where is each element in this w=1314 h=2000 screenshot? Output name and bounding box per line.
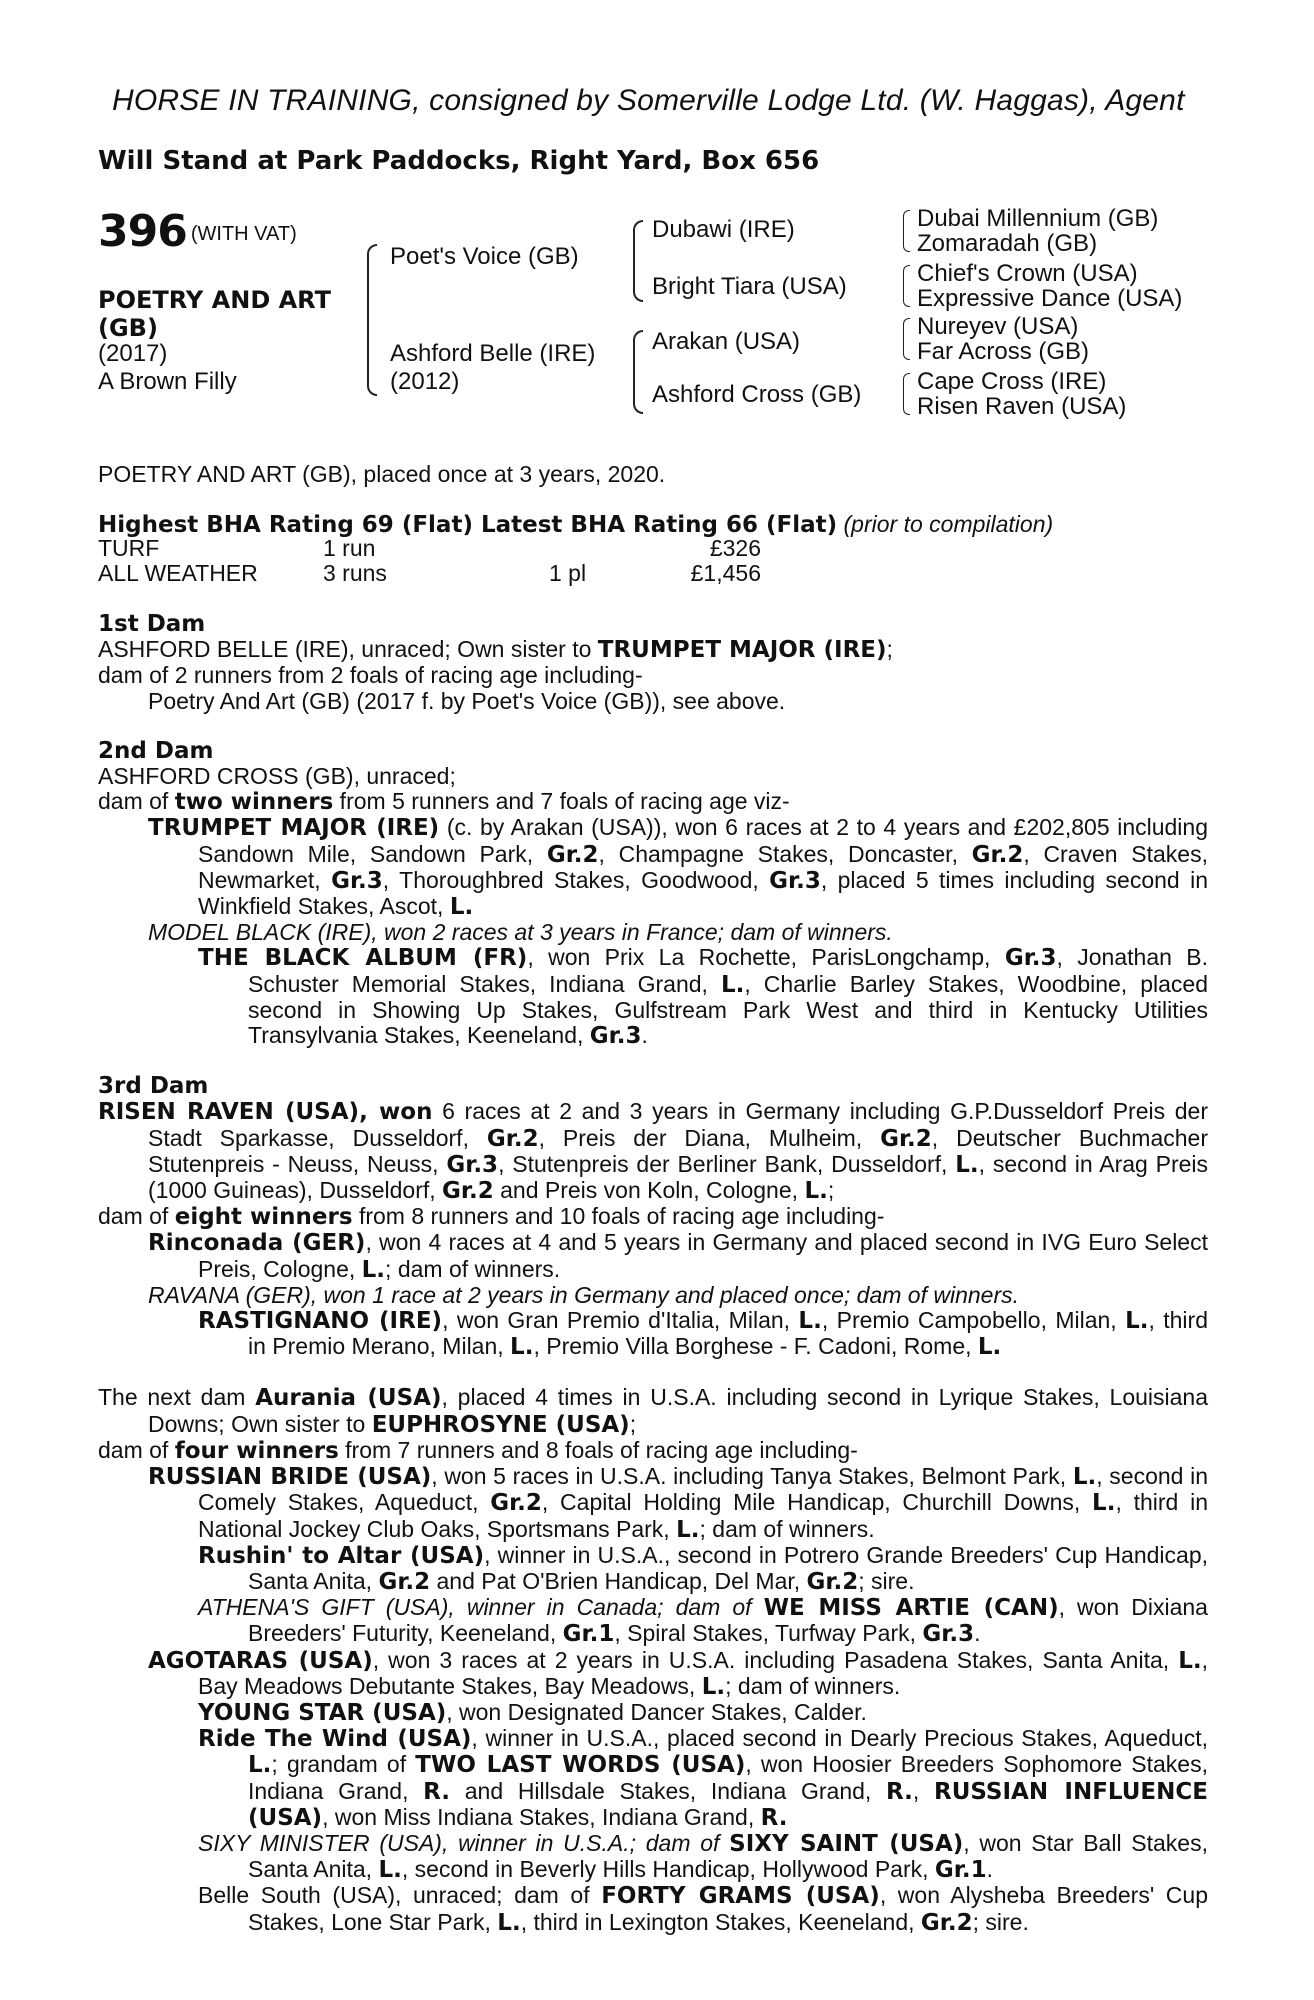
rating-note: (prior to compilation) — [843, 511, 1054, 537]
dam-dam: Ashford Cross (GB) — [652, 381, 862, 408]
record-placed-aw: 1 pl — [549, 560, 587, 586]
horse-year: (2017) — [98, 340, 168, 367]
dam-year: (2012) — [390, 368, 460, 395]
sire: Poet's Voice (GB) — [390, 243, 579, 270]
record-surface-aw: ALL WEATHER — [98, 560, 258, 586]
ride-the-wind-entry: Ride The Wind (USA), winner in U.S.A., placed second in Dearly Precious Stakes, Aqueduct, L.; grandam of TWO LAST WORDS (USA), won Hoosier Breeders Sophomore Stakes, Indiana Grand, R. and Hillsdale Stakes, Indiana Grand, R., RUSSIAN INFLUENCE (USA), won Miss Indiana Stakes, Indiana Grand, R. — [198, 1725, 1209, 1831]
record-earnings-aw: £1,456 — [690, 560, 761, 586]
third-dam-line2: dam of eight winners from 8 runners and 10 foals of racing age including- — [98, 1203, 885, 1231]
rastignano-entry: RASTIGNANO (IRE), won Gran Premio d'Italia, Milan, L., Premio Campobello, Milan, L., third in Premio Merano, Milan, L., Premio Villa Borghese - F. Cadoni, Rome, L. — [198, 1307, 1208, 1361]
first-dam-line1: ASHFORD BELLE (IRE), unraced; Own sister to TRUMPET MAJOR (IRE); — [98, 636, 893, 664]
family-text — [98, 612, 1208, 1936]
pedigree-brace-sire-parents — [633, 220, 643, 302]
first-dam-heading: 1st Dam — [98, 611, 206, 637]
next-dam-entry: The next dam Aurania (USA), placed 4 times in U.S.A. including second in Lyrique Stakes, Louisiana Downs; Own sister to EUPHROSYNE (USA); — [98, 1384, 1209, 1438]
sire-dam: Bright Tiara (USA) — [652, 273, 847, 300]
first-dam-produce: Poetry And Art (GB) (2017 f. by Poet's Voice (GB)), see above. — [148, 687, 786, 714]
stand-location: Will Stand at Park Paddocks, Right Yard, Box 656 — [98, 146, 820, 176]
horse-name-line1: POETRY AND ART — [98, 286, 331, 314]
young-star-entry: YOUNG STAR (USA), won Designated Dancer Stakes, Calder. — [198, 1698, 867, 1726]
next-dam-line2: dam of four winners from 7 runners and 8 foals of racing age including- — [98, 1436, 858, 1464]
model-black-entry: MODEL BLACK (IRE), won 2 races at 3 years in France; dam of winners. — [148, 919, 893, 946]
pedigree-gen3-5: Nureyev (USA) — [917, 313, 1079, 340]
pedigree-brace-g2 — [903, 265, 910, 307]
vat-label: (WITH VAT) — [190, 223, 297, 245]
dam-sire: Arakan (USA) — [652, 328, 801, 355]
pedigree-gen3-4: Expressive Dance (USA) — [917, 285, 1183, 312]
sixy-minister-entry: SIXY MINISTER (USA), winner in U.S.A.; dam of SIXY SAINT (USA), won Star Ball Stakes, Santa Anita, L., second in Beverly Hills Handicap, Hollywood Park, Gr.1. — [198, 1829, 1208, 1884]
sire-sire: Dubawi (IRE) — [652, 216, 795, 243]
bha-rating — [98, 511, 1053, 538]
second-dam-heading: 2nd Dam — [98, 737, 214, 764]
athenas-gift-entry: ATHENA'S GIFT (USA), winner in Canada; dam of WE MISS ARTIE (CAN), won Dixiana Breeders' Futurity, Keeneland, Gr.1, Spiral Stakes, Turfway Park, Gr.3. — [198, 1594, 1208, 1648]
first-dam-line2: dam of 2 runners from 2 foals of racing age including- — [98, 662, 643, 689]
record-runs-turf: 1 run — [323, 535, 376, 561]
race-summary: POETRY AND ART (GB), placed once at 3 years, 2020. — [98, 461, 666, 487]
rinconada-entry: Rinconada (GER), won 4 races at 4 and 5 years in Germany and placed second in IVG Euro Select Preis, Cologne, L.; dam of winners. — [148, 1229, 1208, 1283]
horse-description: A Brown Filly — [98, 368, 237, 395]
pedigree-gen3-7: Cape Cross (IRE) — [917, 368, 1107, 395]
pedigree-brace-sire-dam — [367, 244, 377, 396]
trumpet-major-entry: TRUMPET MAJOR (IRE) (c. by Arakan (USA)), won 6 races at 2 to 4 years and £202,805 including Sandown Mile, Sandown Park, Gr.2, Champagne Stakes, Doncaster, Gr.2, Craven Stakes, Newmarket, Gr.3, Thoroughbred Stakes, Goodwood, Gr.3, placed 5 times including second in Winkfield Stakes, Ascot, L. — [148, 814, 1209, 921]
pedigree-gen3-6: Far Across (GB) — [917, 338, 1090, 365]
pedigree-gen3-2: Zomaradah (GB) — [917, 230, 1098, 257]
pedigree-brace-dam-parents — [633, 330, 643, 414]
second-dam-line1: ASHFORD CROSS (GB), unraced; — [98, 763, 456, 790]
record-runs-aw: 3 runs — [323, 560, 387, 586]
pedigree-gen3-8: Risen Raven (USA) — [917, 393, 1127, 420]
horse-name — [98, 286, 331, 342]
record-earnings-turf: £326 — [709, 535, 761, 561]
agotaras-entry: AGOTARAS (USA), won 3 races at 2 years in U.S.A. including Pasadena Stakes, Santa Anita, L., Bay Meadows Debutante Stakes, Bay Meadows, L.; dam of winners. — [148, 1646, 1208, 1700]
horse-name-line2: (GB) — [98, 314, 158, 342]
rating-text: Highest BHA Rating 69 (Flat) Latest BHA Rating 66 (Flat) — [98, 512, 838, 538]
consignment-heading: HORSE IN TRAINING, consigned by Somerville Lodge Ltd. (W. Haggas), Agent — [112, 84, 1185, 117]
pedigree-brace-g1 — [903, 210, 910, 252]
risen-raven-entry: RISEN RAVEN (USA), won 6 races at 2 and 3 years in Germany including G.P.Dusseldorf Preis der Stadt Sparkasse, Dusseldorf, Gr.2, Preis der Diana, Mulheim, Gr.2, Deutscher Buchmacher Stutenpreis - Neuss, Neuss, Gr.3, Stutenpreis der Berliner Bank, Dusseldorf, L., second in Arag Preis (1000 Guineas), Dusseldorf, Gr.2 and Preis von Koln, Cologne, L.; — [98, 1098, 1209, 1205]
pedigree-brace-g4 — [903, 373, 910, 415]
pedigree-gen3-3: Chief's Crown (USA) — [917, 260, 1138, 287]
pedigree-brace-g3 — [903, 318, 910, 360]
record-surface-turf: TURF — [98, 535, 160, 561]
rushin-to-altar-entry: Rushin' to Altar (USA), winner in U.S.A., second in Potrero Grande Breeders' Cup Handicap, Santa Anita, Gr.2 and Pat O'Brien Handicap, Del Mar, Gr.2; sire. — [198, 1541, 1209, 1595]
horse-info — [98, 340, 237, 396]
russian-bride-entry: RUSSIAN BRIDE (USA), won 5 races in U.S.A. including Tanya Stakes, Belmont Park, L., second in Comely Stakes, Aqueduct, Gr.2, Capital Holding Mile Handicap, Churchill Downs, L., third in National Jockey Club Oaks, Sportsmans Park, L.; dam of winners. — [148, 1463, 1208, 1543]
lot-header — [98, 206, 297, 257]
pedigree-gen3-1: Dubai Millennium (GB) — [917, 205, 1159, 232]
lot-number: 396 — [98, 206, 187, 257]
ravana-entry: RAVANA (GER), won 1 race at 2 years in Germany and placed once; dam of winners. — [148, 1281, 1020, 1308]
third-dam-heading: 3rd Dam — [98, 1073, 209, 1100]
dam: Ashford Belle (IRE) — [390, 340, 596, 367]
black-album-entry: THE BLACK ALBUM (FR), won Prix La Rochette, ParisLongchamp, Gr.3, Jonathan B. Schuster Memorial Stakes, Indiana Grand, L., Charlie Barley Stakes, Woodbine, placed second in Showing Up Stakes, Gulfstream Park West and third in Kentucky Utilities Transylvania Stakes, Keeneland, Gr.3. — [198, 944, 1209, 1050]
belle-south-entry: Belle South (USA), unraced; dam of FORTY GRAMS (USA), won Alysheba Breeders' Cup Stakes, Lone Star Park, L., third in Lexington Stakes, Keeneland, Gr.2; sire. — [198, 1882, 1208, 1936]
second-dam-line2: dam of two winners from 5 runners and 7 foals of racing age viz- — [98, 788, 790, 816]
